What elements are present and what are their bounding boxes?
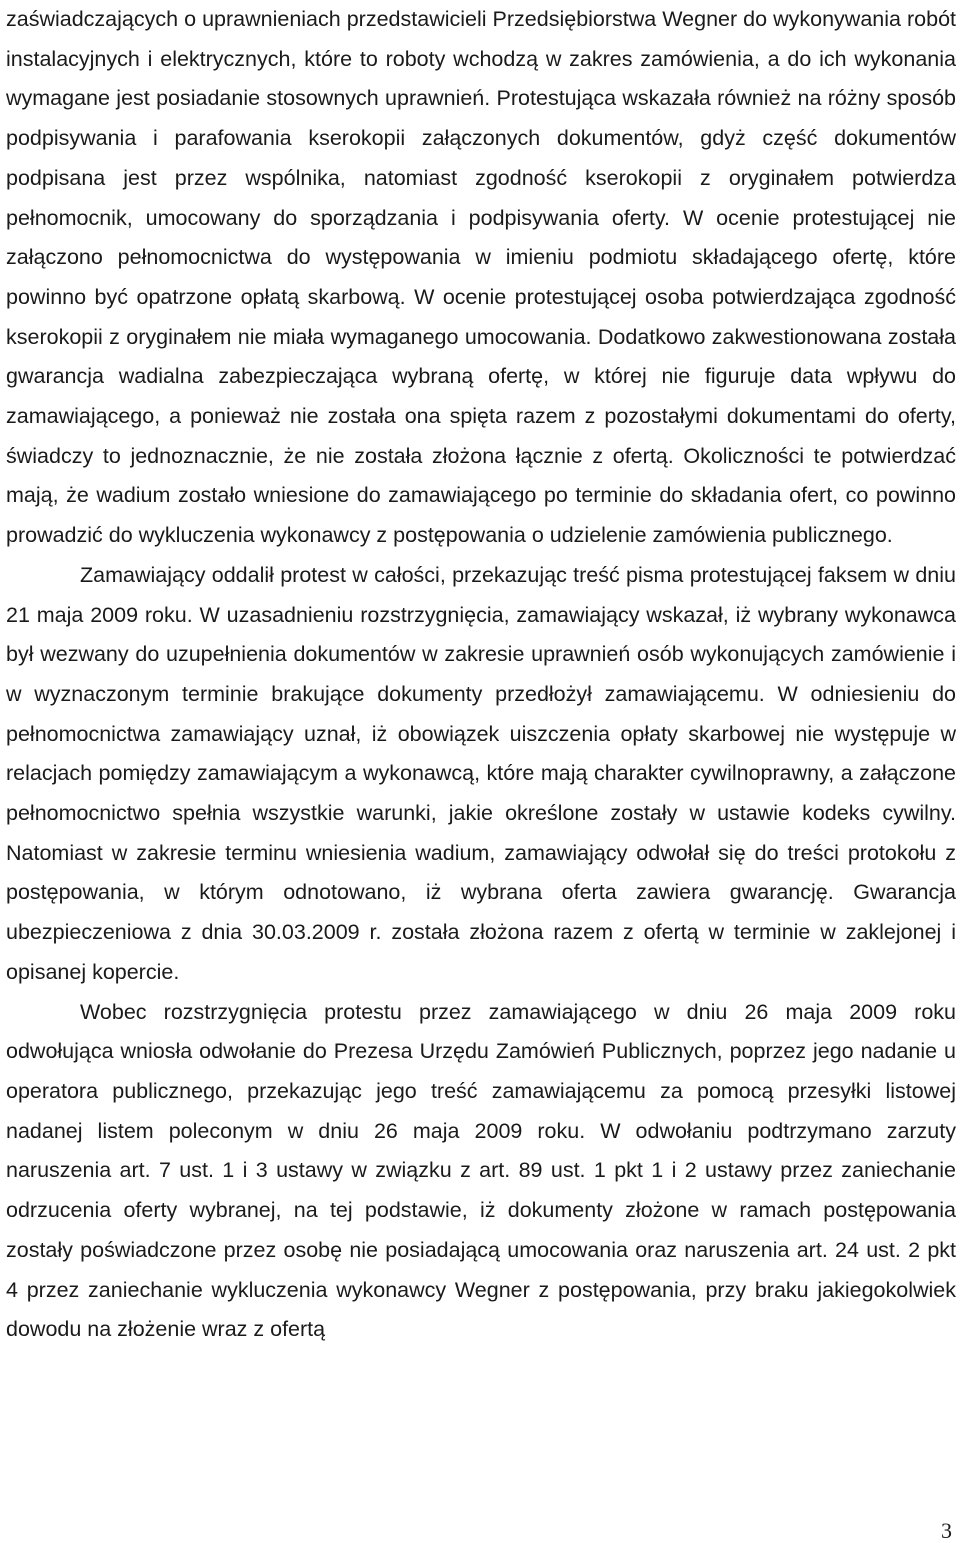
- page-number: 3: [941, 1518, 952, 1543]
- document-body: [6, 0, 956, 1350]
- paragraph-3: Wobec rozstrzygnięcia protestu przez zamawiającego w dniu 26 maja 2009 roku odwołująca wniosła odwołanie do Prezesa Urzędu Zamówień Publicznych, poprzez jego nadanie u operatora publicznego, przekazując jego treść zamawiającemu za pomocą przesyłki listowej nadanej listem poleconym w dniu 26 maja 2009 roku. W odwołaniu podtrzymano zarzuty naruszenia art. 7 ust. 1 i 3 ustawy w związku z art. 89 ust. 1 pkt 1 i 2 ustawy przez zaniechanie odrzucenia oferty wybranej, na tej podstawie, iż dokumenty złożone w ramach postępowania zostały poświadczone przez osobę nie posiadającą umocowania oraz naruszenia art. 24 ust. 2 pkt 4 przez zaniechanie wykluczenia wykonawcy Wegner z postępowania, przy braku jakiegokolwiek dowodu na złożenie wraz z ofertą: [6, 999, 956, 1342]
- paragraph-2: Zamawiający oddalił protest w całości, przekazując treść pisma protestującej faksem w dniu 21 maja 2009 roku. W uzasadnieniu rozstrzygnięcia, zamawiający wskazał, iż wybrany wykonawca był wezwany do uzupełnienia dokumentów w zakresie uprawnień osób wykonujących zamówienie i w wyznaczonym terminie brakujące dokumenty przedłożył zamawiającemu. W odniesieniu do pełnomocnictwa zamawiający uznał, iż obowiązek uiszczenia opłaty skarbowej nie występuje w relacjach pomiędzy zamawiającym a wykonawcą, które mają charakter cywilnoprawny, a załączone pełnomocnictwo spełnia wszystkie warunki, jakie określone zostały w ustawie kodeks cywilny. Natomiast w zakresie terminu wniesienia wadium, zamawiający odwołał się do treści protokołu z postępowania, w którym odnotowano, iż wybrana oferta zawiera gwarancję. Gwarancja ubezpieczeniowa z dnia 30.03.2009 r. została złożona razem z ofertą w terminie w zaklejonej i opisanej kopercie.: [6, 562, 956, 984]
- paragraph-1: zaświadczających o uprawnieniach przedstawicieli Przedsiębiorstwa Wegner do wykonywania robót instalacyjnych i elektrycznych, które to roboty wchodzą w zakres zamówienia, a do ich wykonania wymagane jest posiadanie stosownych uprawnień. Protestująca wskazała również na różny sposób podpisywania i parafowania kserokopii załączonych dokumentów, gdyż część dokumentów podpisana jest przez wspólnika, natomiast zgodność kserokopii z oryginałem potwierdza pełnomocnik, umocowany do sporządzania i podpisywania oferty. W ocenie protestującej nie załączono pełnomocnictwa do występowania w imieniu podmiotu składającego ofertę, które powinno być opatrzone opłatą skarbową. W ocenie protestującej osoba potwierdzająca zgodność kserokopii z oryginałem nie miała wymaganego umocowania. Dodatkowo zakwestionowana została gwarancja wadialna zabezpieczająca wybraną ofertę, w której nie figuruje data wpływu do zamawiającego, a ponieważ nie została ona spięta razem z pozostałymi dokumentami do oferty, świadczy to jednoznacznie, że nie została złożona łącznie z ofertą. Okoliczności te potwierdzać mają, że wadium zostało wniesione do zamawiającego po terminie do składania ofert, co powinno prowadzić do wykluczenia wykonawcy z postępowania o udzielenie zamówienia publicznego.: [6, 7, 956, 548]
